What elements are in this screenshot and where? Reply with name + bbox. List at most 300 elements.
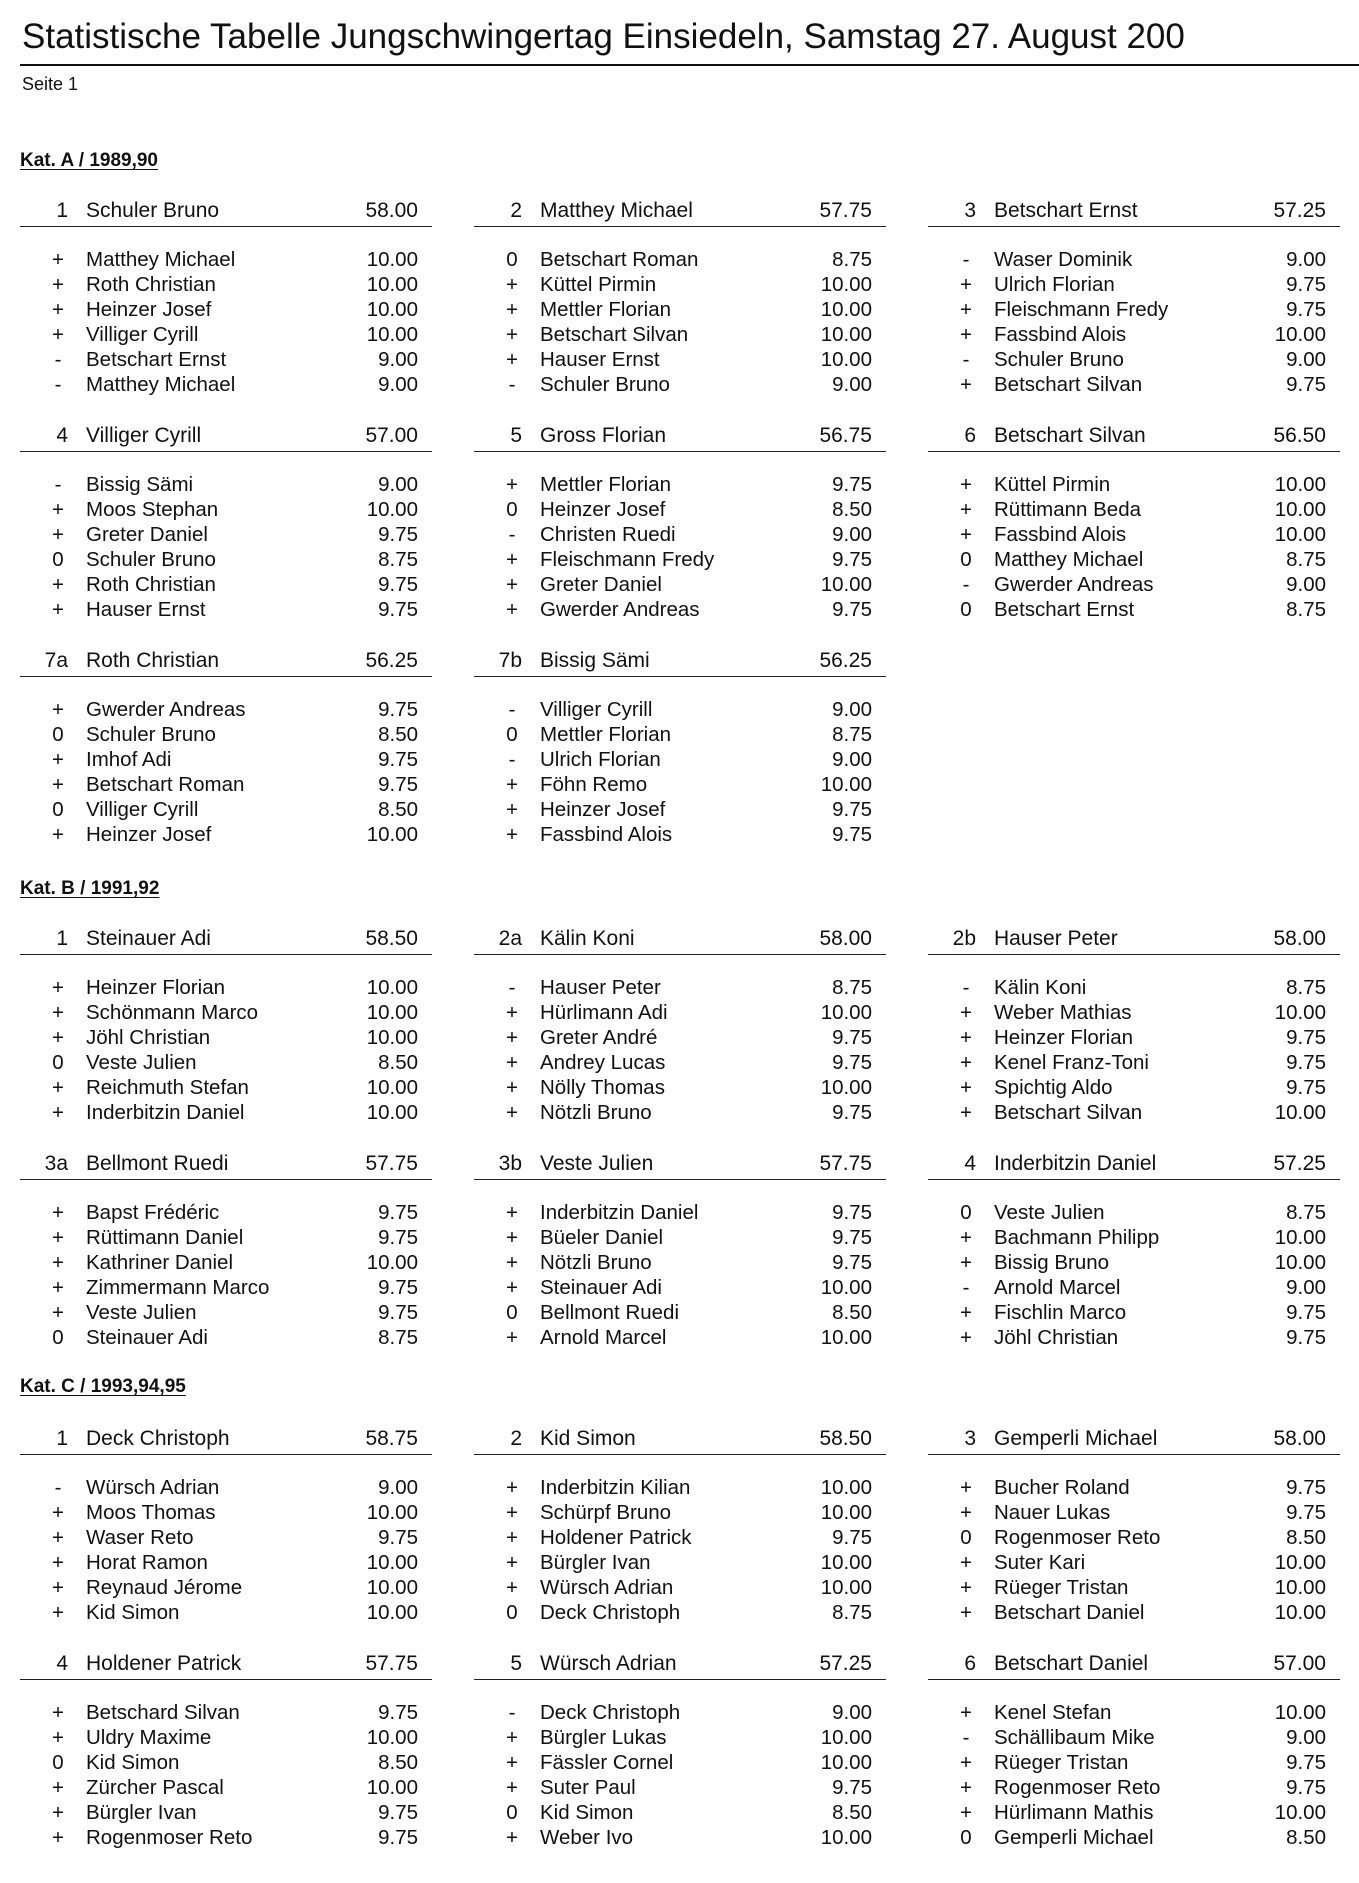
match-points: 10.00 <box>366 1076 418 1099</box>
wrestler-header <box>20 1149 432 1180</box>
match-row <box>474 597 886 622</box>
opponent-name: Rogenmoser Reto <box>86 1826 253 1849</box>
opponent-name: Reichmuth Stefan <box>86 1076 249 1099</box>
match-result: - <box>54 473 62 496</box>
match-points: 8.75 <box>832 976 872 999</box>
match-points: 10.00 <box>1274 523 1326 546</box>
match-result: + <box>960 1076 972 1099</box>
match-row <box>928 1500 1340 1525</box>
match-result: + <box>506 1276 518 1299</box>
match-points: 9.00 <box>1286 1276 1326 1299</box>
match-result: 0 <box>960 598 972 621</box>
opponent-name: Arnold Marcel <box>540 1326 667 1349</box>
match-list <box>474 472 886 622</box>
opponent-name: Betschart Silvan <box>994 373 1143 396</box>
wrestler-name: Schuler Bruno <box>86 199 220 222</box>
match-result: + <box>506 1226 518 1249</box>
match-row <box>20 1200 432 1225</box>
match-points: 9.75 <box>832 548 872 571</box>
match-points: 10.00 <box>366 1101 418 1124</box>
match-result: 0 <box>52 1051 64 1074</box>
match-list <box>20 697 432 847</box>
opponent-name: Bucher Roland <box>994 1476 1130 1499</box>
match-row <box>928 1000 1340 1025</box>
wrestler-header <box>928 1649 1340 1680</box>
match-points: 8.50 <box>1286 1526 1326 1549</box>
match-points: 10.00 <box>366 323 418 346</box>
opponent-name: Mettler Florian <box>540 473 672 496</box>
match-row <box>474 1200 886 1225</box>
match-points: 9.75 <box>1286 1776 1326 1799</box>
match-points: 10.00 <box>820 1751 872 1774</box>
match-points: 10.00 <box>366 273 418 296</box>
match-points: 9.75 <box>1286 1301 1326 1324</box>
match-points: 9.75 <box>378 1301 418 1324</box>
opponent-name: Betschard Silvan <box>86 1701 240 1724</box>
opponent-name: Christen Ruedi <box>540 523 676 546</box>
match-row <box>928 1325 1340 1350</box>
wrestler-block <box>20 1649 432 1850</box>
opponent-name: Hauser Ernst <box>86 598 206 621</box>
wrestler-rank: 5 <box>510 1652 522 1675</box>
match-row <box>474 1600 886 1625</box>
opponent-name: Moos Stephan <box>86 498 219 521</box>
opponent-name: Deck Christoph <box>540 1601 681 1624</box>
match-result: + <box>506 473 518 496</box>
match-row <box>928 1300 1340 1325</box>
match-points: 10.00 <box>1274 1101 1326 1124</box>
match-result: + <box>960 1776 972 1799</box>
match-points: 9.75 <box>1286 298 1326 321</box>
match-row <box>474 272 886 297</box>
match-result: + <box>506 323 518 346</box>
match-row <box>20 297 432 322</box>
match-row <box>20 1550 432 1575</box>
opponent-name: Roth Christian <box>86 273 216 296</box>
wrestler-name: Betschart Daniel <box>994 1652 1149 1675</box>
opponent-name: Fassbind Alois <box>994 323 1127 346</box>
match-points: 10.00 <box>1274 1551 1326 1574</box>
match-points: 9.00 <box>378 473 418 496</box>
opponent-name: Rogenmoser Reto <box>994 1526 1161 1549</box>
match-points: 10.00 <box>1274 1576 1326 1599</box>
match-result: + <box>960 1326 972 1349</box>
opponent-name: Waser Reto <box>86 1526 194 1549</box>
opponent-name: Inderbitzin Kilian <box>540 1476 691 1499</box>
match-row <box>20 1050 432 1075</box>
match-result: + <box>52 1576 64 1599</box>
opponent-name: Arnold Marcel <box>994 1276 1121 1299</box>
match-result: + <box>52 1526 64 1549</box>
match-points: 9.75 <box>832 1051 872 1074</box>
wrestler-block <box>474 924 886 1125</box>
match-row <box>20 1700 432 1725</box>
wrestler-rank: 2 <box>510 199 522 222</box>
match-result: + <box>960 373 972 396</box>
match-row <box>928 1025 1340 1050</box>
opponent-name: Bapst Frédéric <box>86 1201 220 1224</box>
match-result: + <box>506 1826 518 1849</box>
match-result: + <box>52 573 64 596</box>
wrestler-total-score: 58.00 <box>1273 1427 1326 1450</box>
wrestler-block <box>474 646 886 847</box>
match-points: 10.00 <box>366 823 418 846</box>
wrestler-name: Bissig Sämi <box>540 649 650 672</box>
wrestler-total-score: 58.00 <box>1273 927 1326 950</box>
wrestler-header <box>928 1149 1340 1180</box>
match-points: 10.00 <box>1274 323 1326 346</box>
match-points: 10.00 <box>820 1826 872 1849</box>
opponent-name: Föhn Remo <box>540 773 648 796</box>
match-result: + <box>960 473 972 496</box>
wrestler-name: Matthey Michael <box>540 199 693 222</box>
match-result: + <box>960 1001 972 1024</box>
match-result: + <box>506 1551 518 1574</box>
opponent-name: Veste Julien <box>994 1201 1105 1224</box>
wrestler-total-score: 57.25 <box>1273 1152 1326 1175</box>
match-result: - <box>508 373 516 396</box>
match-points: 10.00 <box>820 1276 872 1299</box>
match-row <box>474 747 886 772</box>
match-result: + <box>52 1301 64 1324</box>
match-result: + <box>52 1076 64 1099</box>
match-row <box>928 522 1340 547</box>
match-row <box>20 822 432 847</box>
match-result: + <box>52 1501 64 1524</box>
match-result: + <box>506 1576 518 1599</box>
wrestler-total-score: 58.75 <box>365 1427 418 1450</box>
match-points: 9.75 <box>832 1226 872 1249</box>
wrestler-header <box>20 1649 432 1680</box>
match-row <box>474 1775 886 1800</box>
match-result: - <box>508 523 516 546</box>
match-row <box>474 1725 886 1750</box>
opponent-name: Schönmann Marco <box>86 1001 259 1024</box>
opponent-name: Villiger Cyrill <box>86 798 199 821</box>
match-result: + <box>506 1051 518 1074</box>
match-points: 10.00 <box>366 1026 418 1049</box>
opponent-name: Zürcher Pascal <box>86 1776 224 1799</box>
match-result: + <box>960 1101 972 1124</box>
wrestler-total-score: 58.00 <box>365 199 418 222</box>
match-row <box>20 1300 432 1325</box>
match-row <box>474 1075 886 1100</box>
match-result: + <box>960 1601 972 1624</box>
match-row <box>474 522 886 547</box>
match-points: 8.75 <box>1286 598 1326 621</box>
match-row <box>928 1825 1340 1850</box>
match-result: + <box>506 823 518 846</box>
wrestler-block <box>928 1424 1340 1625</box>
match-result: + <box>960 1751 972 1774</box>
match-row <box>474 1275 886 1300</box>
match-result: + <box>52 773 64 796</box>
match-list <box>20 247 432 397</box>
match-result: + <box>506 1501 518 1524</box>
match-result: + <box>52 323 64 346</box>
match-row <box>928 322 1340 347</box>
opponent-name: Weber Mathias <box>994 1001 1132 1024</box>
match-points: 9.75 <box>1286 273 1326 296</box>
opponent-name: Mettler Florian <box>540 723 672 746</box>
match-row <box>20 1525 432 1550</box>
opponent-name: Horat Ramon <box>86 1551 208 1574</box>
opponent-name: Gwerder Andreas <box>994 573 1154 596</box>
wrestler-block <box>474 1649 886 1850</box>
category-heading: Kat. B / 1991,92 <box>20 878 160 899</box>
match-row <box>474 372 886 397</box>
opponent-name: Uldry Maxime <box>86 1726 212 1749</box>
wrestler-name: Inderbitzin Daniel <box>994 1152 1157 1175</box>
match-result: + <box>960 1501 972 1524</box>
match-result: + <box>960 323 972 346</box>
wrestler-total-score: 56.75 <box>819 424 872 447</box>
match-points: 9.75 <box>378 573 418 596</box>
opponent-name: Rogenmoser Reto <box>994 1776 1161 1799</box>
wrestler-name: Betschart Silvan <box>994 424 1146 447</box>
wrestler-name: Bellmont Ruedi <box>86 1152 229 1175</box>
wrestler-block <box>474 1149 886 1350</box>
match-points: 10.00 <box>366 248 418 271</box>
wrestler-rank: 7a <box>44 649 68 672</box>
match-points: 9.75 <box>832 1526 872 1549</box>
match-row <box>474 697 886 722</box>
match-row <box>928 1275 1340 1300</box>
match-result: + <box>52 1026 64 1049</box>
opponent-name: Nötzli Bruno <box>540 1101 652 1124</box>
opponent-name: Fleischmann Fredy <box>994 298 1169 321</box>
title-divider <box>20 64 1359 66</box>
opponent-name: Ulrich Florian <box>540 748 661 771</box>
match-result: + <box>52 1801 64 1824</box>
match-points: 10.00 <box>366 1501 418 1524</box>
match-list <box>474 975 886 1125</box>
match-result: + <box>506 1076 518 1099</box>
opponent-name: Kälin Koni <box>994 976 1087 999</box>
opponent-name: Nauer Lukas <box>994 1501 1111 1524</box>
match-points: 10.00 <box>820 1726 872 1749</box>
opponent-name: Schuler Bruno <box>540 373 670 396</box>
match-points: 9.00 <box>1286 1726 1326 1749</box>
match-result: 0 <box>52 1751 64 1774</box>
wrestler-name: Steinauer Adi <box>86 927 211 950</box>
opponent-name: Veste Julien <box>86 1301 197 1324</box>
match-result: + <box>52 1826 64 1849</box>
match-points: 9.75 <box>832 1201 872 1224</box>
match-result: + <box>52 976 64 999</box>
match-row <box>20 1475 432 1500</box>
match-points: 9.75 <box>832 1101 872 1124</box>
opponent-name: Matthey Michael <box>86 373 236 396</box>
opponent-name: Moos Thomas <box>86 1501 216 1524</box>
match-list <box>20 1475 432 1625</box>
wrestler-header <box>20 646 432 677</box>
opponent-name: Schuler Bruno <box>86 548 216 571</box>
opponent-name: Schällibaum Mike <box>994 1726 1155 1749</box>
match-points: 8.50 <box>832 498 872 521</box>
opponent-name: Reynaud Jérome <box>86 1576 243 1599</box>
match-row <box>474 322 886 347</box>
match-row <box>20 1500 432 1525</box>
match-result: + <box>506 1001 518 1024</box>
match-result: 0 <box>506 1801 518 1824</box>
match-points: 10.00 <box>820 273 872 296</box>
opponent-name: Küttel Pirmin <box>994 473 1111 496</box>
wrestler-block <box>20 196 432 397</box>
wrestler-name: Gross Florian <box>540 424 667 447</box>
opponent-name: Andrey Lucas <box>540 1051 666 1074</box>
match-row <box>20 975 432 1000</box>
match-result: + <box>506 773 518 796</box>
match-points: 9.75 <box>378 523 418 546</box>
match-result: + <box>52 748 64 771</box>
opponent-name: Hürlimann Adi <box>540 1001 668 1024</box>
opponent-name: Bissig Sämi <box>86 473 194 496</box>
match-row <box>20 497 432 522</box>
match-result: - <box>962 573 970 596</box>
opponent-name: Steinauer Adi <box>540 1276 662 1299</box>
match-points: 10.00 <box>366 1251 418 1274</box>
opponent-name: Imhof Adi <box>86 748 172 771</box>
match-result: + <box>52 598 64 621</box>
wrestler-block <box>474 421 886 622</box>
match-row <box>20 1100 432 1125</box>
match-result: + <box>960 1226 972 1249</box>
match-row <box>928 1575 1340 1600</box>
page-label: Seite 1 <box>22 74 79 94</box>
opponent-name: Bissig Bruno <box>994 1251 1110 1274</box>
wrestler-header <box>474 196 886 227</box>
match-points: 9.75 <box>378 748 418 771</box>
match-result: - <box>54 1476 62 1499</box>
match-points: 9.75 <box>1286 1751 1326 1774</box>
match-row <box>474 1250 886 1275</box>
wrestler-header <box>20 196 432 227</box>
wrestler-rank: 3 <box>964 1427 976 1450</box>
wrestler-name: Roth Christian <box>86 649 220 672</box>
match-points: 10.00 <box>820 1076 872 1099</box>
opponent-name: Betschart Roman <box>540 248 699 271</box>
opponent-name: Würsch Adrian <box>540 1576 674 1599</box>
wrestler-block <box>20 1149 432 1350</box>
opponent-name: Betschart Silvan <box>994 1101 1143 1124</box>
match-result: + <box>506 1026 518 1049</box>
opponent-name: Heinzer Josef <box>540 498 666 521</box>
match-row <box>20 347 432 372</box>
match-result: 0 <box>960 1526 972 1549</box>
opponent-name: Fassbind Alois <box>994 523 1127 546</box>
match-list <box>474 247 886 397</box>
match-points: 9.75 <box>378 1701 418 1724</box>
opponent-name: Matthey Michael <box>86 248 236 271</box>
match-result: + <box>52 1276 64 1299</box>
match-row <box>20 322 432 347</box>
wrestler-name: Holdener Patrick <box>86 1652 242 1675</box>
match-points: 10.00 <box>366 1551 418 1574</box>
match-points: 9.75 <box>832 1776 872 1799</box>
match-row <box>20 1750 432 1775</box>
match-row <box>928 1525 1340 1550</box>
opponent-name: Greter André <box>540 1026 658 1049</box>
opponent-name: Roth Christian <box>86 573 216 596</box>
match-points: 10.00 <box>820 1001 872 1024</box>
match-points: 10.00 <box>366 498 418 521</box>
match-row <box>474 1100 886 1125</box>
match-row <box>20 272 432 297</box>
wrestler-rank: 3b <box>498 1152 522 1175</box>
match-row <box>928 272 1340 297</box>
wrestler-rank: 1 <box>56 199 68 222</box>
match-result: + <box>52 298 64 321</box>
match-list <box>928 1700 1340 1850</box>
match-row <box>474 547 886 572</box>
wrestler-block <box>20 1424 432 1625</box>
wrestler-total-score: 57.75 <box>365 1652 418 1675</box>
match-row <box>928 497 1340 522</box>
match-points: 9.75 <box>378 773 418 796</box>
match-row <box>20 1225 432 1250</box>
match-points: 10.00 <box>366 976 418 999</box>
match-result: + <box>52 1201 64 1224</box>
wrestler-block <box>928 421 1340 622</box>
match-points: 10.00 <box>1274 1601 1326 1624</box>
match-points: 10.00 <box>366 1601 418 1624</box>
match-row <box>20 1575 432 1600</box>
opponent-name: Rüttimann Beda <box>994 498 1142 521</box>
match-row <box>928 472 1340 497</box>
match-row <box>928 297 1340 322</box>
wrestler-rank: 1 <box>56 1427 68 1450</box>
match-points: 9.75 <box>378 598 418 621</box>
wrestler-header <box>20 1424 432 1455</box>
match-row <box>474 1025 886 1050</box>
opponent-name: Inderbitzin Daniel <box>540 1201 699 1224</box>
match-result: + <box>52 698 64 721</box>
opponent-name: Küttel Pirmin <box>540 273 657 296</box>
match-row <box>474 297 886 322</box>
match-points: 9.00 <box>378 373 418 396</box>
match-points: 10.00 <box>1274 1001 1326 1024</box>
opponent-name: Büeler Daniel <box>540 1226 664 1249</box>
wrestler-total-score: 58.50 <box>819 1427 872 1450</box>
opponent-name: Holdener Patrick <box>540 1526 692 1549</box>
match-result: + <box>506 598 518 621</box>
match-list <box>474 1200 886 1350</box>
opponent-name: Bürgler Lukas <box>540 1726 667 1749</box>
opponent-name: Nötzli Bruno <box>540 1251 652 1274</box>
opponent-name: Heinzer Josef <box>540 798 666 821</box>
match-row <box>20 1275 432 1300</box>
match-result: + <box>506 1476 518 1499</box>
match-points: 10.00 <box>1274 1251 1326 1274</box>
match-points: 10.00 <box>366 1726 418 1749</box>
match-points: 10.00 <box>366 1001 418 1024</box>
match-points: 10.00 <box>820 298 872 321</box>
match-points: 9.00 <box>1286 348 1326 371</box>
wrestler-rank: 2b <box>952 927 976 950</box>
match-row <box>928 347 1340 372</box>
opponent-name: Heinzer Florian <box>994 1026 1133 1049</box>
match-row <box>928 547 1340 572</box>
match-points: 10.00 <box>366 1776 418 1799</box>
match-result: - <box>54 348 62 371</box>
match-result: + <box>960 273 972 296</box>
opponent-name: Deck Christoph <box>540 1701 681 1724</box>
match-result: + <box>960 1576 972 1599</box>
wrestler-block <box>928 924 1340 1125</box>
match-row <box>20 1250 432 1275</box>
match-list <box>474 1700 886 1850</box>
